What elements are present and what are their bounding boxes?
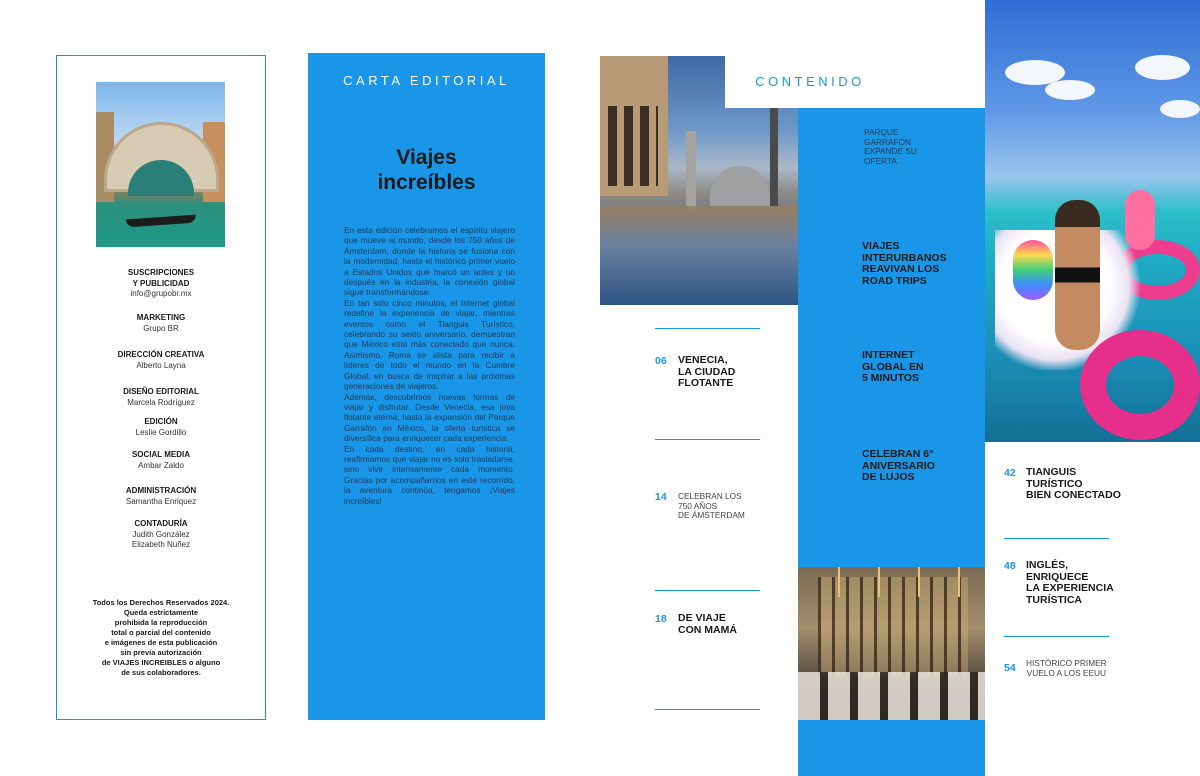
credit-role: Y PUBLICIDAD: [132, 278, 190, 288]
credit-admin: [57, 486, 265, 507]
toc-item-venecia[interactable]: [678, 355, 735, 390]
toc-item-road-trips[interactable]: [862, 241, 972, 287]
toc-line: INGLÉS,: [1026, 559, 1069, 571]
credit-design: [57, 387, 265, 408]
toc-line: VUELO A LOS EEUU: [1026, 667, 1106, 678]
restaurant-photo: [798, 567, 985, 720]
toc-line: TURÍSTICO: [1026, 477, 1083, 490]
toc-page-number: 54: [1004, 662, 1016, 674]
legal-notice: [57, 598, 265, 678]
divider: [1004, 636, 1109, 637]
editorial-title: [308, 145, 545, 195]
credit-role: EDICIÓN: [144, 417, 178, 426]
legal-line: de VIAJES INCREIBLES o alguno: [101, 658, 221, 667]
credit-name: Ambar Zaldo: [138, 460, 184, 470]
toc-line: ANIVERSARIO: [862, 459, 935, 472]
toc-item-mama[interactable]: [678, 613, 737, 636]
toc-line: DE VIAJE: [678, 612, 726, 624]
toc-line: HISTÓRICO PRIMER: [1026, 658, 1107, 668]
toc-line: VENECIA,: [678, 354, 728, 366]
toc-line: TURÍSTICA: [1026, 593, 1082, 606]
legal-line: e imágenes de esta publicación: [104, 638, 218, 647]
editorial-heading: CARTA EDITORIAL: [343, 73, 510, 88]
toc-line: CON MAMÁ: [678, 623, 737, 636]
toc-item-vuelo[interactable]: [1026, 659, 1107, 678]
toc-line: GARRAFÓN: [864, 136, 912, 147]
toc-item-tianguis[interactable]: [1026, 467, 1121, 502]
legal-line: Queda estrictamente: [123, 608, 199, 617]
toc-page-number: 06: [655, 355, 667, 367]
toc-line: EXPANDE SU: [864, 146, 917, 156]
editorial-paragraph: En cada destino, en cada historia, reafirmamos que viajar no es solo trasladarse, sino vivir intensamente cada momento. Gracias por acompañarnos en este recorrido, la aventura continúa, tengamos ¡Viajes increíbles!: [344, 443, 515, 506]
credit-name: Grupo BR: [143, 323, 179, 333]
toc-page-number: 42: [1004, 467, 1016, 479]
toc-line: LA CIUDAD: [678, 365, 736, 378]
credit-role: DISEÑO EDITORIAL: [123, 387, 199, 396]
credit-role: SOCIAL MEDIA: [131, 450, 191, 459]
editorial-paragraph: En tan solo cinco minutos, el Internet global redefine la experiencia de viajar, mientras eventos como el Tianguis Turístico, celebrando su sexto aniversario, demuestran que México está más conectado que nunca. Asimismo, Roma se alista para recibir a líderes de todo el mundo en la Cumbre Global, en busca de inspirar a las próximas generaciones de viajeros.: [344, 297, 515, 392]
toc-line: CELEBRAN 6°: [862, 448, 934, 460]
legal-line: prohibida la reproducción: [114, 618, 208, 627]
toc-line: OFERTA: [864, 155, 897, 166]
credit-name: Samantha Enriquez: [125, 496, 197, 506]
divider: [655, 590, 760, 591]
divider: [655, 709, 760, 710]
credit-creative: [57, 350, 265, 371]
credit-marketing: [57, 313, 265, 334]
toc-line: PARQUE: [864, 127, 899, 137]
rialto-bridge-photo: [96, 82, 225, 247]
credit-name: info@grupobr.mx: [130, 289, 192, 298]
credit-name: Alberto Layna: [136, 360, 186, 370]
toc-line: VIAJES: [862, 240, 900, 252]
credit-name: Judith González: [132, 529, 190, 539]
credit-role: SUSCRIPCIONES: [127, 268, 195, 277]
toc-line: 750 AÑOS: [678, 500, 718, 511]
contents-heading: CONTENIDO: [725, 56, 985, 108]
toc-line: ROAD TRIPS: [862, 274, 927, 287]
legal-line: sin previa autorización: [120, 648, 202, 657]
credit-edition: [57, 417, 265, 438]
credit-accounting: [57, 519, 265, 551]
legal-line: total o parcial del contenido: [111, 628, 211, 637]
legal-line: de sus colaboradores.: [121, 668, 201, 677]
toc-line: INTERURBANOS: [862, 251, 947, 264]
toc-item-lujos[interactable]: [862, 449, 972, 484]
credit-name: Leslie Gordillo: [135, 427, 187, 437]
editorial-paragraph: En esta edición celebramos el espíritu viajero que mueve al mundo, desde los 750 años de Ámsterdam, donde la historia se fusiona con la modernidad, hasta el histórico primer vuelo a Estados Unidos que marcó un antes y un después en la industria, la conexión global sigue transformándose.: [344, 225, 515, 298]
toc-item-garrafon[interactable]: [864, 128, 974, 166]
editorial-panel: [308, 53, 545, 720]
editorial-title-line: increíbles: [377, 171, 476, 194]
editorial-body: [344, 225, 515, 506]
toc-line: CELEBRAN LOS: [678, 491, 742, 501]
pool-party-photo: [985, 0, 1200, 442]
credit-role: ADMINISTRACIÓN: [125, 486, 197, 495]
toc-line: ENRIQUECE: [1026, 570, 1089, 583]
toc-page-number: 14: [655, 491, 667, 503]
toc-line: BIEN CONECTADO: [1026, 489, 1121, 501]
toc-line: GLOBAL EN: [862, 360, 924, 373]
credit-name: Marcela Rodríguez: [127, 397, 195, 407]
divider: [1004, 538, 1109, 539]
credit-social: [57, 450, 265, 471]
toc-line: 5 MINUTOS: [862, 372, 919, 384]
credit-name: Elizabeth Nuñez: [131, 540, 191, 549]
editorial-paragraph: Además, descubrimos nuevas formas de viajar y disfrutar. Desde Venecia, esa joya flotante eterna, hasta la expansión del Parque Garrafón en México, la oferta turística se diversifica para enriquecer cada experiencia.: [344, 391, 515, 444]
toc-line: LA EXPERIENCIA: [1026, 582, 1114, 594]
toc-item-ingles[interactable]: [1026, 560, 1114, 606]
toc-line: REAVIVAN LOS: [862, 263, 940, 275]
toc-line: FLOTANTE: [678, 377, 734, 389]
credit-subscriptions: [57, 268, 265, 300]
toc-item-amsterdam[interactable]: [678, 492, 745, 521]
editorial-title-line: Viajes: [396, 146, 457, 169]
divider: [655, 328, 760, 329]
toc-page-number: 18: [655, 613, 667, 625]
credit-role: DIRECCIÓN CREATIVA: [117, 350, 205, 359]
divider: [655, 439, 760, 440]
credit-role: MARKETING: [136, 313, 186, 322]
toc-page-number: 48: [1004, 560, 1016, 572]
legal-line: Todos los Derechos Reservados 2024.: [92, 598, 230, 607]
toc-line: INTERNET: [862, 349, 915, 361]
credit-role: CONTADURÍA: [134, 519, 188, 528]
toc-line: DE LUJOS: [862, 471, 915, 483]
toc-line: DE ÁMSTERDAM: [678, 510, 745, 520]
toc-item-internet[interactable]: [862, 350, 972, 385]
credits-panel: [56, 55, 266, 720]
toc-line: TIANGUIS: [1026, 466, 1077, 478]
